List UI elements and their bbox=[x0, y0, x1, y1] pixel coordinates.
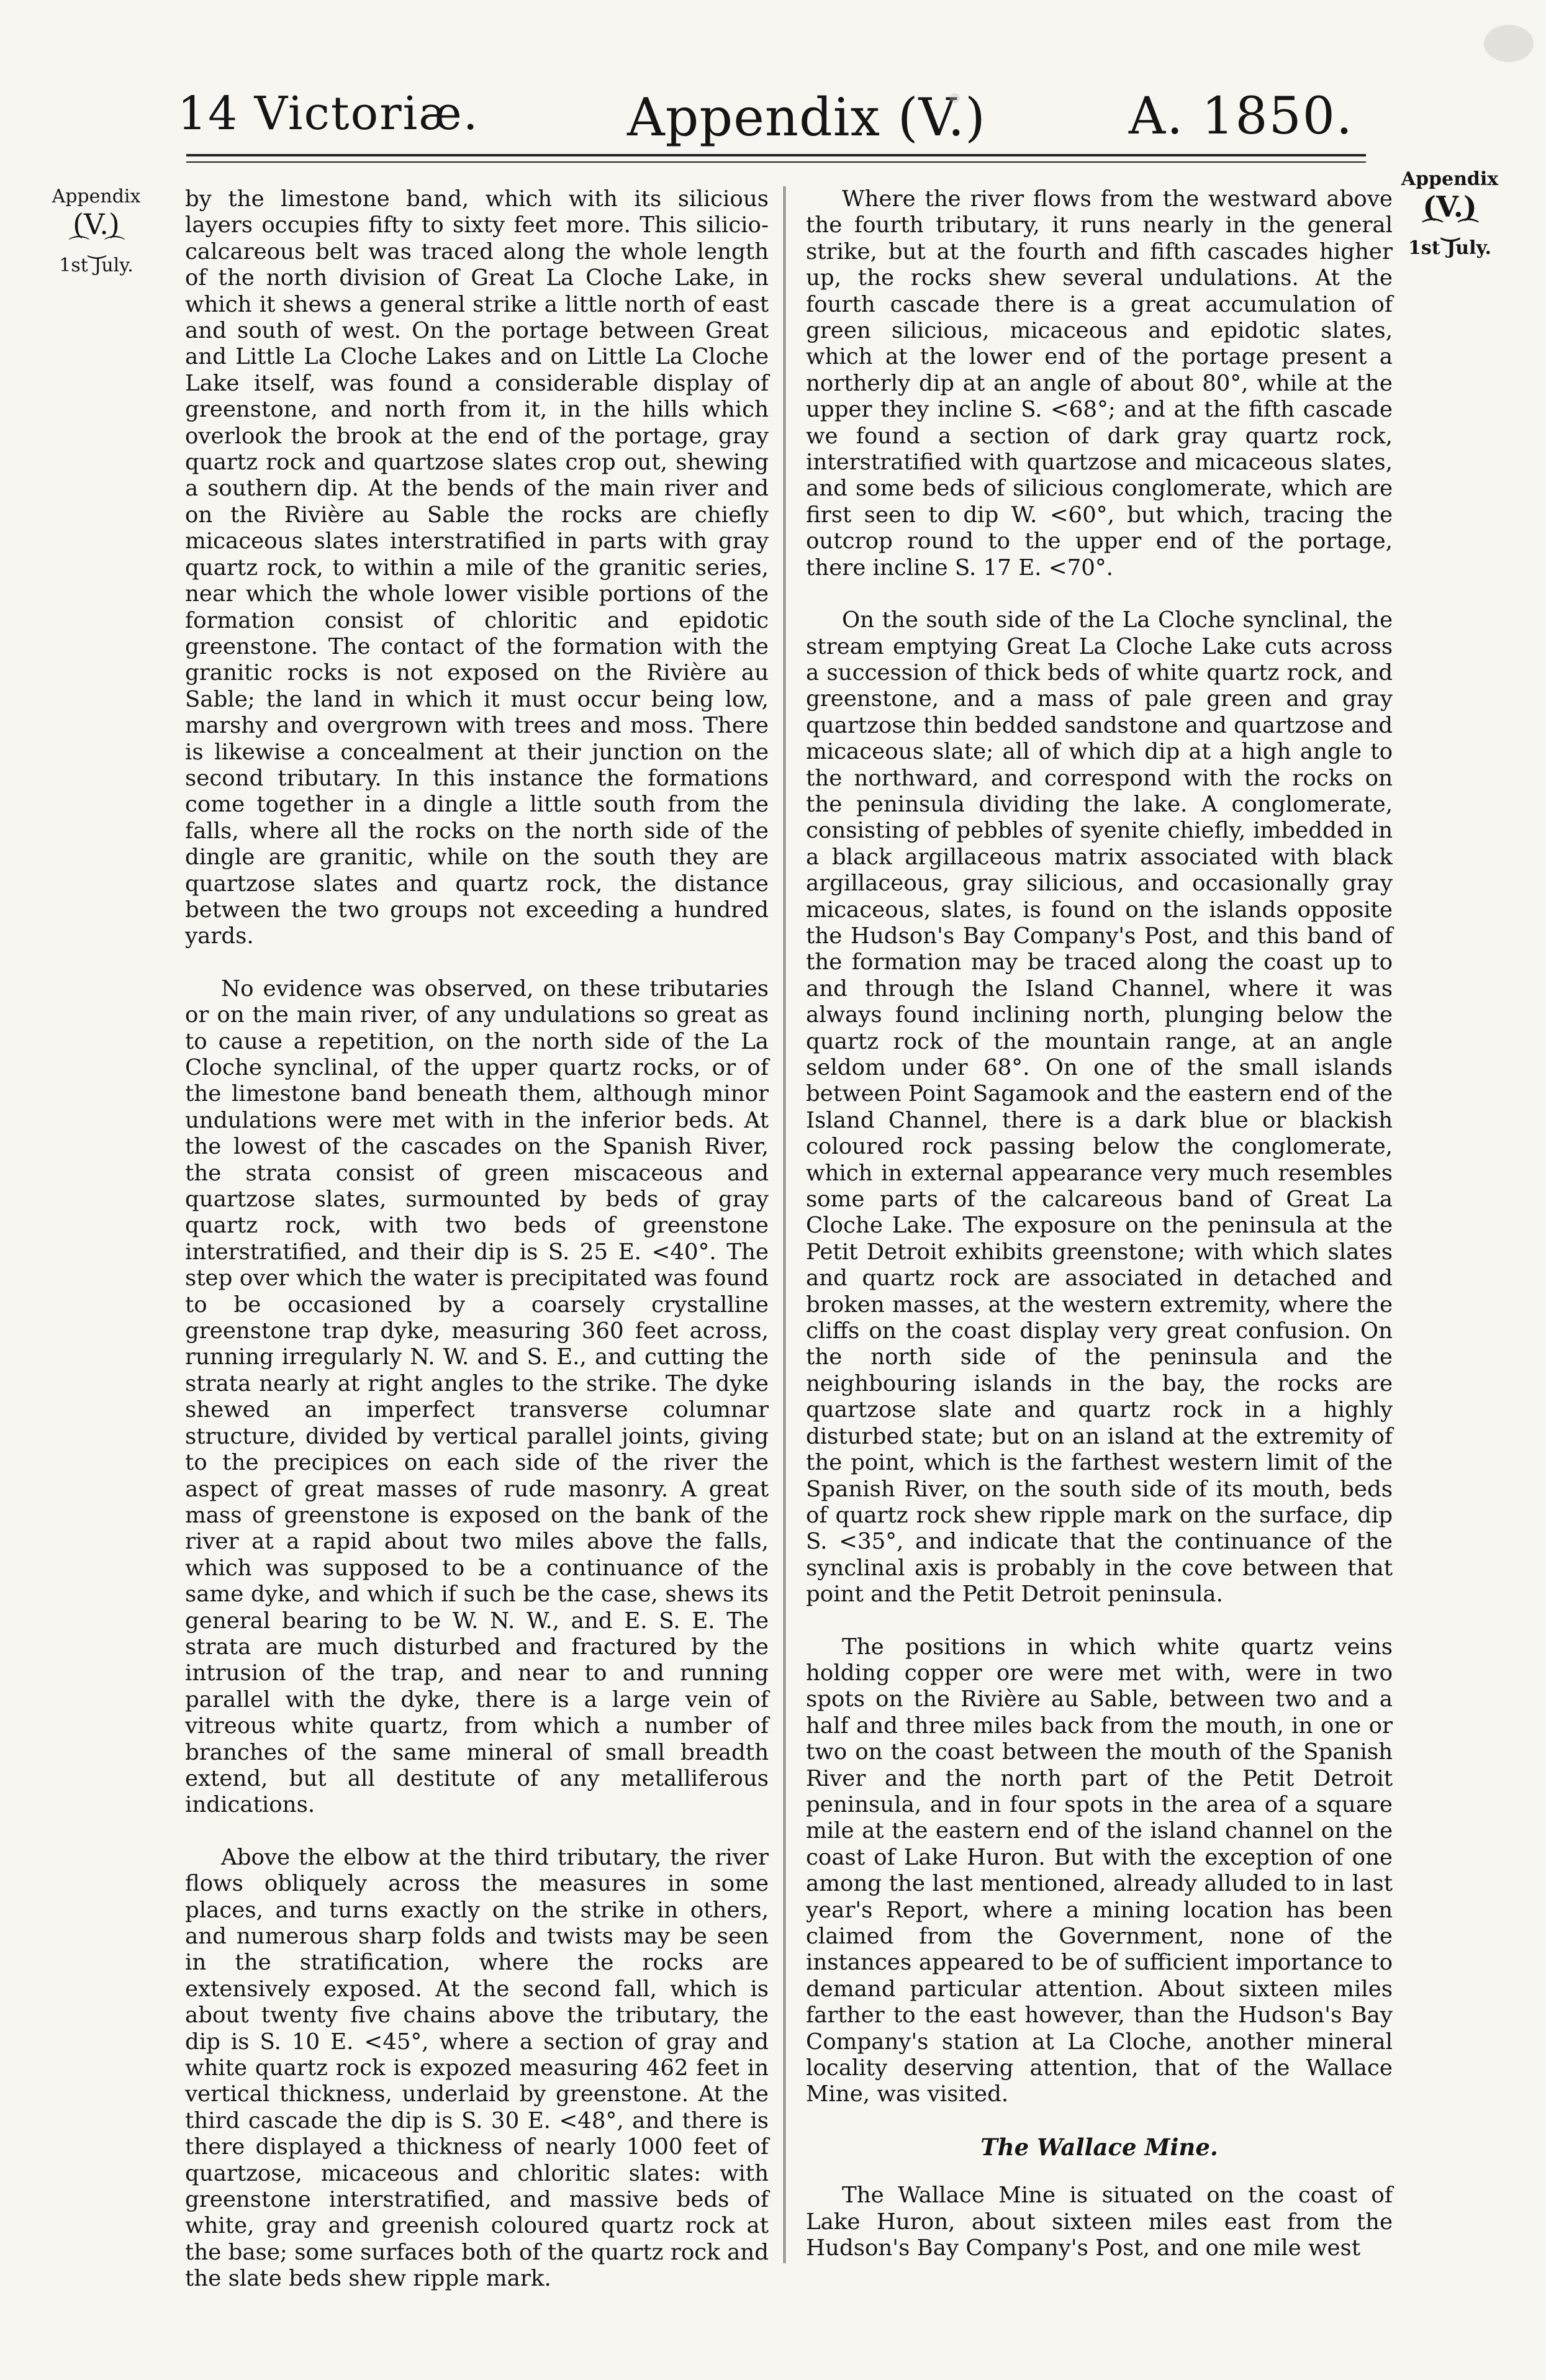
header-rule-thin bbox=[186, 161, 1366, 163]
right-margin-brace: ⌒‿⌒ bbox=[1422, 217, 1478, 243]
right-paragraph-4: The Wallace Mine is situated on the coast of Lake Huron, about sixteen miles east from the Hudson's Bay Company's Post, and one mile west bbox=[806, 2183, 1393, 2261]
column-divider bbox=[784, 186, 785, 2263]
header-regnal-year: 14 Victoriæ. bbox=[178, 87, 479, 140]
right-margin-date: 1st July. bbox=[1408, 237, 1491, 260]
right-paragraph-2: On the south side of the La Cloche synclinal, the stream emptying Great La Cloche Lake cuts across a succession of thick beds of white quartz rock, and greenstone, and a mass of pale green and gray quartzose thin bedded sandstone and quartzose and micaceous slate; all of which dip at a high angle to the northward, and correspond with the rocks on the peninsula dividing the lake. A conglomerate, consisting of pebbles of syenite chiefly, imbedded in a black argillaceous matrix associated with black argillaceous, gray silicious, and occasionally gray micaceous, slates, is found on the islands opposite the Hudson's Bay Company's Post, and this band of the formation may be traced along the coast up to and through the Island Channel, where it was always found inclining north, plunging below the quartz rock of the mountain range, at an angle seldom under 68°. On one of the small islands between Point Sagamook and the eastern end of the Island Channel, there is a dark blue or blackish coloured rock passing below the conglomerate, which in external appearance very much resembles some parts of the calcareous band of Great La Cloche Lake. The exposure on the peninsula at the Petit Detroit exhibits greenstone; with which slates and quartz rock are associated in detached and broken masses, at the western extremity, where the cliffs on the coast display very great confusion. On the north side of the peninsula and the neighbouring islands in the bay, the rocks are quartzose slate and quartz rock in a highly disturbed state; but on an island at the extremity of the point, which is the farthest western limit of the Spanish River, on the south side of its mouth, beds of quartz rock shew ripple mark on the surface, dip S. <35°, and indicate that the continuance of the synclinal axis is probably in the cove between that point and the Petit Detroit peninsula. bbox=[806, 607, 1393, 1608]
left-margin-note bbox=[43, 186, 149, 277]
left-paragraph-1: by the limestone band, which with its silicious layers occupies fifty to sixty feet more. This silicio-calcareous belt was traced along the whole length of the north division of Great La Cloche Lake, in which it shews a general strike a little north of east and south of west. On the portage between Great and Little La Cloche Lakes and on Little La Cloche Lake itself, was found a considerable display of greenstone, and north from it, in the hills which overlook the brook at the end of the portage, gray quartz rock and quartzose slates crop out, shewing a southern dip. At the bends of the main river and on the Rivière au Sable the rocks are chiefly micaceous slates interstratified in parts with gray quartz rock, to within a mile of the granitic series, near which the whole lower visible portions of the formation consist of chloritic and epidotic greenstone. The contact of the formation with the granitic rocks is not exposed on the Rivière au Sable; the land in which it must occur being low, marshy and overgrown with trees and moss. There is likewise a concealment at their junction on the second tributary. In this instance the formations come together in a dingle a little south from the falls, where all the rocks on the north side of the dingle are granitic, while on the south they are quartzose slates and quartz rock, the distance between the two groups not exceeding a hundred yards. bbox=[185, 186, 769, 949]
right-column bbox=[806, 186, 1393, 2287]
paper-speck bbox=[950, 93, 960, 103]
header-rule-thick bbox=[186, 154, 1366, 156]
left-paragraph-3: Above the elbow at the third tributary, the river flows obliquely across the measures in some places, and turns exactly on the strike in others, and numerous sharp folds and twists may be seen in the stratification, where the rocks are extensively exposed. At the second fall, which is about twenty five chains above the tributary, the dip is S. 10 E. <45°, where a section of gray and white quartz rock is expozed measuring 462 feet in vertical thickness, underlaid by greenstone. At the third cascade the dip is S. 30 E. <48°, and there is there displayed a thickness of nearly 1000 feet of quartzose, micaceous and chloritic slates: with greenstone interstratified, and massive beds of white, gray and greenish coloured quartz rock at the base; some surfaces both of the quartz rock and the slate beds shew ripple mark. bbox=[185, 1844, 769, 2292]
right-paragraph-3: The positions in which white quartz veins holding copper ore were met with, were in two spots on the Rivière au Sable, between two and a half and three miles back from the mouth, in one or two on the coast between the mouth of the Spanish River and the north part of the Petit Detroit peninsula, and in four spots in the area of a square mile at the eastern end of the island channel on the coast of Lake Huron. But with the exception of one among the last mentioned, already alluded to in last year's Report, where a mining location has been claimed from the Government, none of the instances appeared to be of sufficient importance to demand particular attention. About sixteen miles farther to the east however, than the Hudson's Bay Company's station at La Cloche, another mineral locality deserving attention, that of the Wallace Mine, was visited. bbox=[806, 1634, 1393, 2107]
left-margin-paren: (V.) bbox=[73, 207, 120, 241]
left-column bbox=[185, 186, 769, 2319]
right-margin-paren: (V.) bbox=[1422, 189, 1477, 224]
left-paragraph-2: No evidence was observed, on these tributaries or on the main river, of any undulations so great as to cause a repetition, on the north side of the La Cloche synclinal, of the upper quartz rocks, or of the limestone band beneath them, although minor undulations were met with in the inferior beds. At the lowest of the cascades on the Spanish River, the strata consist of green miscaceous and quartzose slates, surmounted by beds of gray quartz rock, with two beds of greenstone interstratified, and their dip is S. 25 E. <40°. The step over which the water is precipitated was found to be occasioned by a coarsely crystalline greenstone trap dyke, measuring 360 feet across, running irregularly N. W. and S. E., and cutting the strata nearly at right angles to the strike. The dyke shewed an imperfect transverse columnar structure, divided by vertical parallel joints, giving to the precipices on each side of the river the aspect of great masses of rude masonry. A great mass of greenstone is exposed on the bank of the river at a rapid about two miles above the falls, which was supposed to be a continuance of the same dyke, and which if such be the case, shews its general bearing to be W. N. W., and E. S. E. The strata are much disturbed and fractured by the intrusion of the trap, and near to and running parallel with the dyke, there is a large vein of vitreous white quartz, from which a number of branches of the same mineral of small breadth extend, but all destitute of any metalliferous indications. bbox=[185, 975, 769, 1818]
page-header bbox=[168, 81, 1366, 155]
left-margin-date: 1st July. bbox=[59, 255, 133, 277]
header-appendix-title: Appendix (V.) bbox=[627, 87, 986, 148]
right-margin-appendix: Appendix bbox=[1401, 168, 1499, 190]
left-margin-appendix: Appendix bbox=[52, 186, 141, 207]
right-paragraph-1: Where the river flows from the westward above the fourth tributary, it runs nearly in the general strike, but at the fourth and fifth cascades higher up, the rocks shew several undulations. At the fourth cascade there is a great accumulation of green silicious, micaceous and epidotic slates, which at the lower end of the portage present a northerly dip at an angle of about 80°, while at the upper they incline S. <68°; and at the fifth cascade we found a section of dark gray quartz rock, interstratified with quartzose and micaceous slates, and some beds of silicious conglomerate, which are first seen to dip W. <60°, but which, tracing the outcrop round to the upper end of the portage, there incline S. 17 E. <70°. bbox=[806, 186, 1393, 581]
left-margin-brace: ⌒‿⌒ bbox=[68, 235, 124, 260]
section-heading-wallace-mine: The Wallace Mine. bbox=[980, 2133, 1218, 2161]
header-year: A. 1850. bbox=[1128, 87, 1354, 146]
right-margin-note bbox=[1391, 169, 1509, 260]
paper-speck bbox=[1484, 25, 1534, 62]
